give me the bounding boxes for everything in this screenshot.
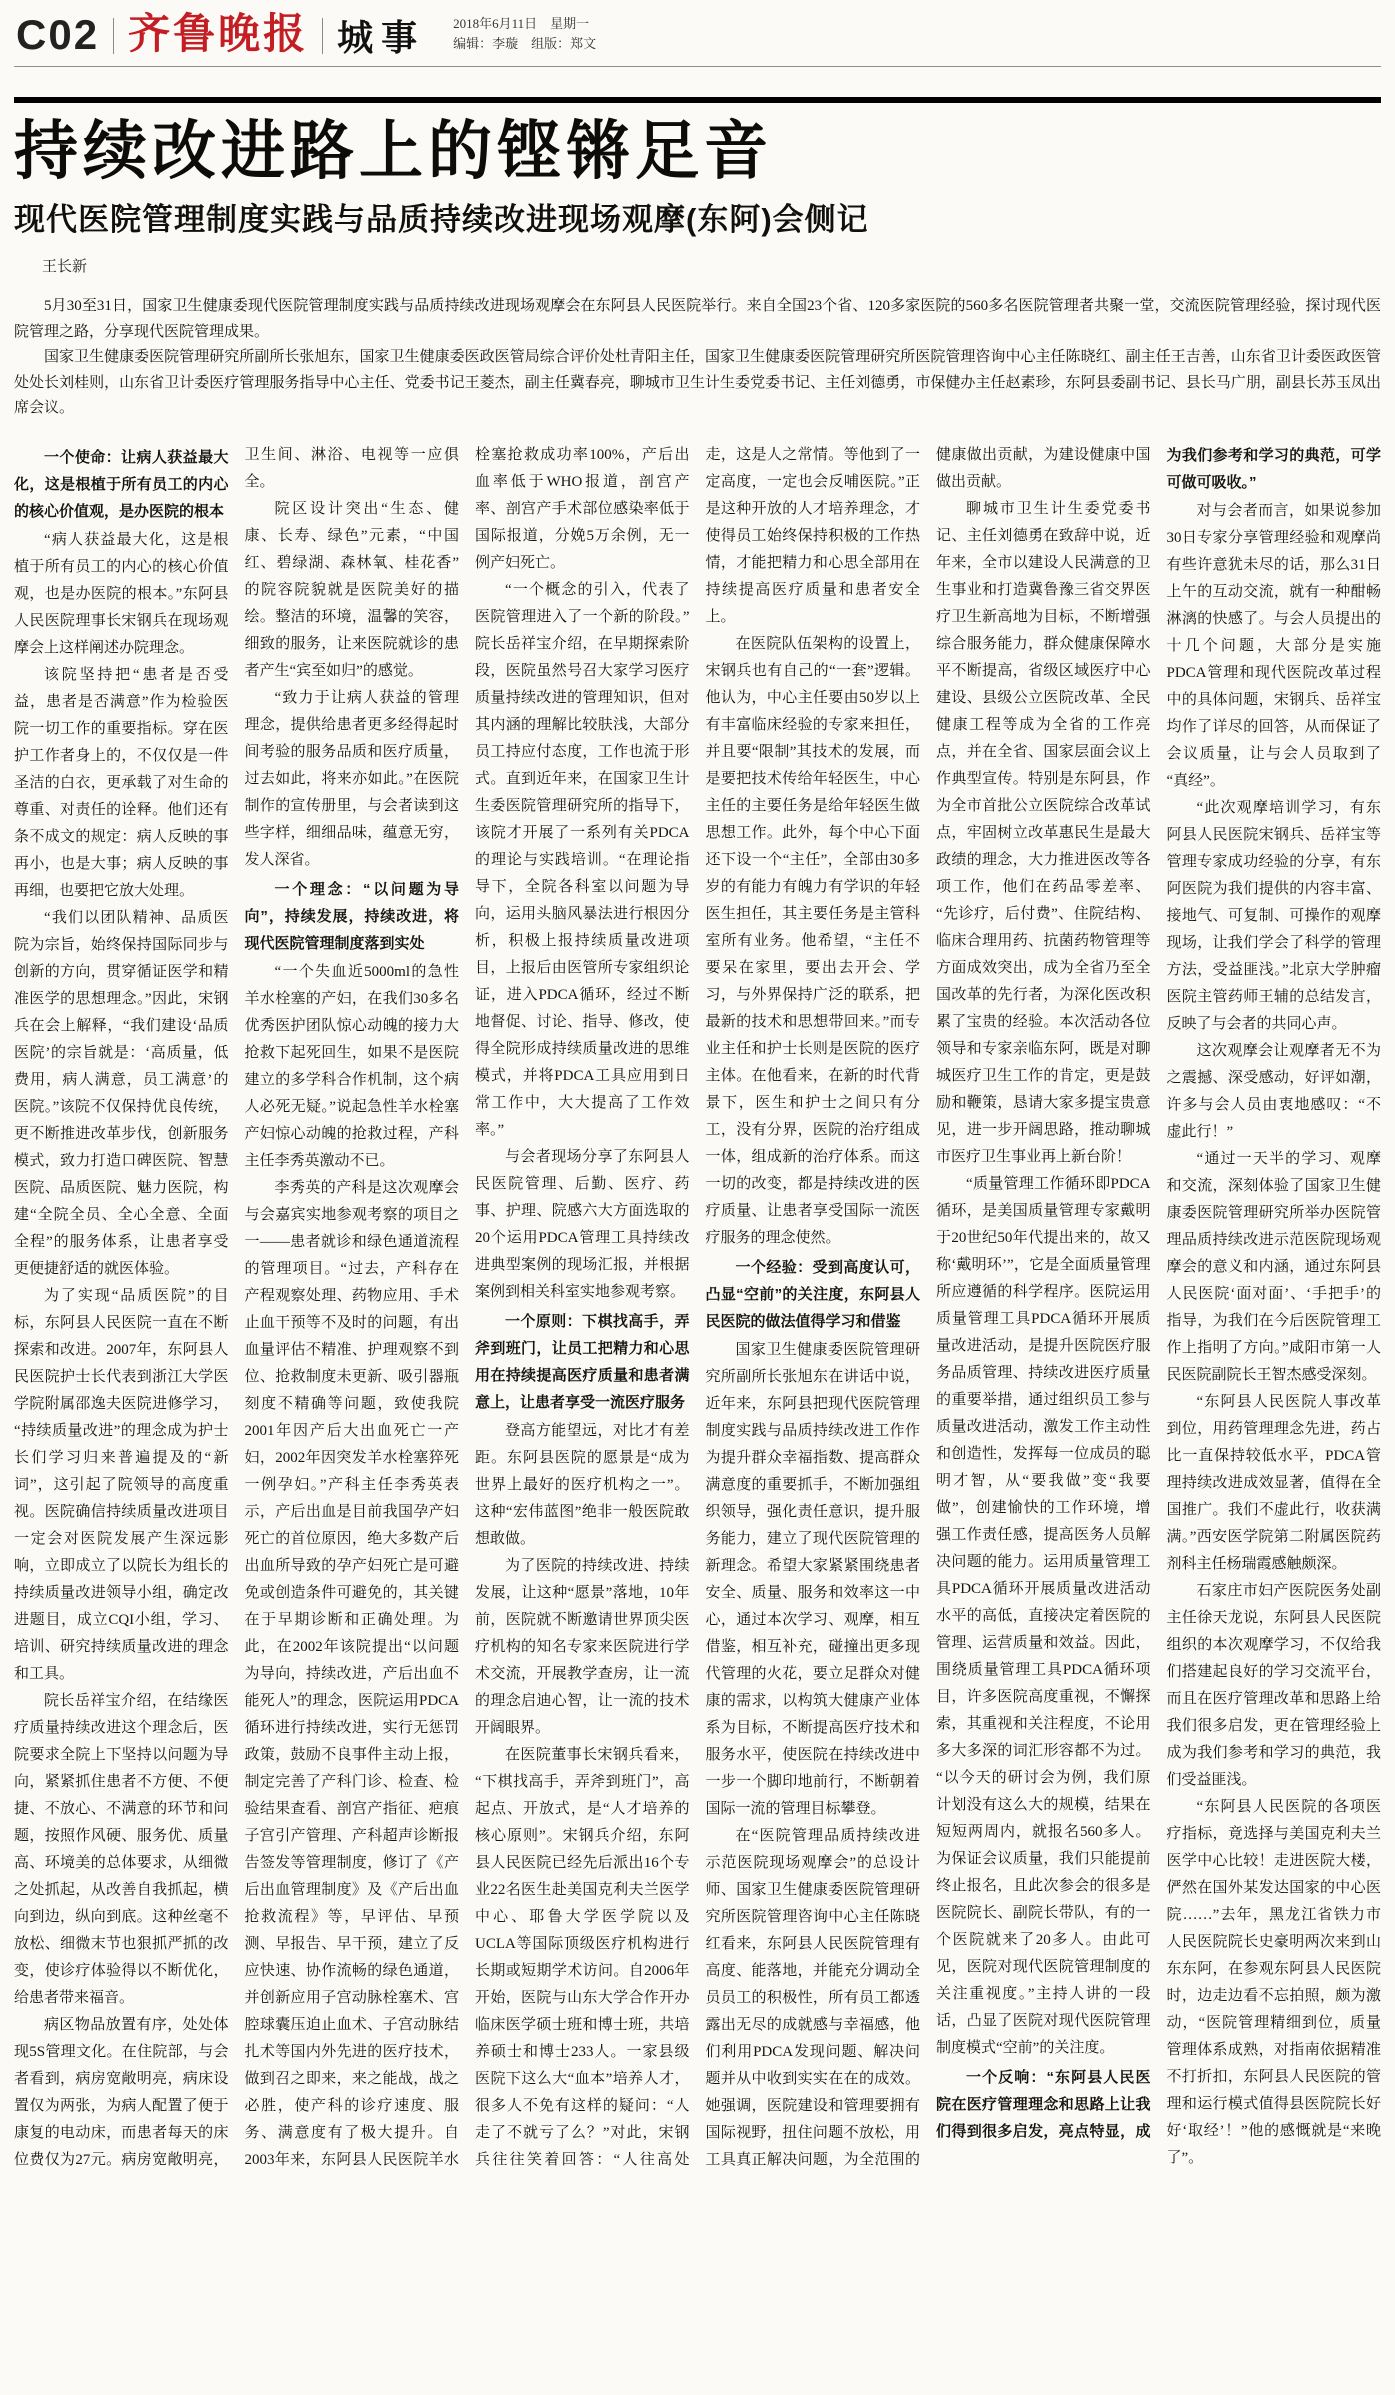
paper-logo: 齐鲁晚报 <box>128 12 309 59</box>
section-heading: 一个原则：下棋找高手，弄斧到班门，让员工把精力和心思用在持续提高医疗质量和患者满意上，让患者享受一流医疗服务 <box>475 1312 690 1411</box>
body-paragraph: 聊城市卫生计生委党委书记、主任刘德勇在致辞中说，近年来，全市以建设人民满意的卫生事业和打造冀鲁豫三省交界医疗卫生新高地为目标，不断增强综合服务能力，群众健康保障水平不断提高，省级区域医疗中心建设、县级公立医院改革、全民健康工程等成为全省的工作亮点，并在全省、国家层面会议上作典型宣传。特别是东阿县，作为全市首批公立医院综合改革试点，牢固树立改革惠民生是最大政绩的理念，大力推进医改等各项工作，他们在药品零差率、“先诊疗，后付费”、住院结构、临床合理用药、抗菌药物管理等方面成效突出，成为全省乃至全国改革的先行者，为深化医改积累了宝贵的经验。本次活动各位领导和专家亲临东阿，既是对聊城医疗卫生工作的肯定，更是鼓励和鞭策，恳请大家多提宝贵意见，进一步开阔思路，推动聊城市医疗卫生事业再上新台阶！ <box>936 500 1151 1165</box>
editor-line: 编辑：李璇 组版：郑文 <box>453 36 597 52</box>
date-block <box>453 14 596 56</box>
body-paragraph: 该院坚持把“患者是否受益，患者是否满意”作为检验医院一切工作的重要指标。穿在医护工作者身上的，不仅仅是一件圣洁的白衣，更承载了对生命的尊重、对责任的诠释。他们还有条不成文的规定：病人反映的事再小，也是大事；病人反映的事再细，也要把它放大处理。 <box>14 666 229 899</box>
body-paragraph: 李秀英的产科是这次观摩会与会嘉宾实地参观考察的项目之一——患者就诊和绿色通道流程的管理项目。“过去，产科存在产程观察处理、药物应用、手术止血干预等不及时的问题，有出血量评估不精准、护理观察不到位、抢救制度未更新、吸引器瓶刻度不精确等问题，致使我院2001年因产后大出血死亡一产妇，2002年因突发羊水栓塞猝死一例孕妇。”产科主任李秀英表示，产后出血是目前我国孕产妇死亡的首位原因，绝大多数产后出血所导致的孕产妇死亡是可避免或创造条件可避免的，其关键在于早期诊断和正确处理。为此，在2002年该院提出“以问题为导向，持续改进，产后出血不能死人”的理念，医院运用PDCA循环进行持续改进，实行无惩罚政策，鼓励不良事件主动上报，制定完善了产科门诊、检查、检验结果查看、剖宫产指征、疤痕子宫引产管理、产科超声诊断报告签发等管理制度，修订了《产后出血管理制度》及《产后出血抢救流程》等，早评估、早预测、早报告、早干预，建立了反应快速、协作流畅的绿色通道，并创新应用子宫动脉栓塞术、宫腔球囊压迫止血术、子宫动脉结扎术等国内外先进的医疗技术，做到召之即来，来之能战，战之必胜，使产科的诊疗速度、服务、满意度有了极大提升。自2003年来，东阿县人民医院羊水栓塞抢救成功率100%，产后出血率低于WHO报道，剖宫产率、剖宫产手术部位感染率低于国际报道，分娩5万余例，无一例产妇死亡。 <box>244 446 690 2168</box>
masthead-rule <box>14 66 1381 67</box>
body-paragraph: “我们以团队精神、品质医院为宗旨，始终保持国际同步与创新的方向，贯穿循证医学和精准医学的思想理念。”因此，宋钢兵在会上解释，“我们建设‘品质医院’的宗旨就是：‘高质量，低费用，病人满意，员工满意’的医院。”该院不仅保持优良传统，更不断推进改革步伐，创新服务模式，致力打造口碑医院、智慧医院、品质医院、魅力医院，构建“全院全员、全心全意、全面全程”的服务体系，让患者享受更便捷舒适的就医体验。 <box>14 909 229 1277</box>
masthead <box>14 8 1381 66</box>
lead-paragraph: 5月30至31日，国家卫生健康委现代医院管理制度实践与品质持续改进现场观摩会在东阿县人民医院举行。来自全国23个省、120多家医院的560多名医院管理者共聚一堂，交流医院管理经验，探讨现代医院管理之路，分享现代医院管理成果。 <box>14 298 1381 340</box>
article-subheadline: 现代医院管理制度实践与品质持续改进现场观摩(东阿)会侧记 <box>14 202 869 238</box>
body-paragraph: 对与会者而言，如果说参加30日专家分享管理经验和观摩尚有些许意犹未尽的话，那么31日上午的互动交流，就有一种酣畅淋漓的快感了。与会人员提出的十几个问题，大部分是实施PDCA管理和现代医院改革过程中的具体问题，宋钢兵、岳祥宝均作了详尽的回答，从而保证了会议质量，让与会人员取到了“真经”。 <box>1166 502 1381 789</box>
article-author: 王长新 <box>42 259 88 276</box>
body-paragraph: 在医院董事长宋钢兵看来，“下棋找高手，弄斧到班门”，高起点、开放式，是“人才培养的核心原则”。宋钢兵介绍，东阿县人民医院已经先后派出16个专业22名医生赴美国克利夫兰医学中心、耶鲁大学医学院以及UCLA等国际顶级医疗机构进行长期或短期学术访问。自2006年开始，医院与山东大学合作开办临床医学硕士班和博士班，共培养硕士和博士233人。一家县级医院下这么大“血本”培养人才，很多人不免有这样的疑问：“人走了不就亏了么？”对此，宋钢兵往往笑着回答：“人往高处走，这是人之常情。等他到了一定高度，一定也会反哺医院。”正是这种开放的人才培养理念，才使得员工始终保持积极的工作热情，才能把精力和心思全部用在持续提高医疗质量和患者安全上。 <box>475 446 920 2168</box>
section-heading: 一个使命：让病人获益最大化，这是根植于所有员工的内心的核心价值观，是办医院的根本 <box>14 448 229 520</box>
headline-rule <box>14 97 1381 103</box>
body-paragraph: 登高方能望远，对比才有差距。东阿县医院的愿景是“成为世界上最好的医疗机构之一”。这种“宏伟蓝图”绝非一般医院敢想敢做。 <box>475 1422 690 1547</box>
body-paragraph: “病人获益最大化，这是根植于所有员工的内心的核心价值观，也是办医院的根本。”东阿县人民医院理事长宋钢兵在现场观摩会上这样阐述办院理念。 <box>14 531 229 656</box>
body-paragraph: “一个概念的引入，代表了医院管理进入了一个新的阶段。”院长岳祥宝介绍，在早期探索阶段，医院虽然号召大家学习医疗质量持续改进的管理知识，但对其内涵的理解比较肤浅，大部分员工持应付态度，工作也流于形式。直到近年来，在国家卫生计生委医院管理研究所的指导下，该院才开展了一系列有关PDCA的理论与实践培训。“在理论指导下，全院各科室以问题为导向，运用头脑风暴法进行根因分析，积极上报持续质量改进项目，上报后由医管所专家组织论证，进入PDCA循环，经过不断地督促、讨论、指导、修改，使得全院形成持续质量改进的思维模式，并将PDCA工具应用到日常工作中，大大提高了工作效率。” <box>475 581 690 1138</box>
body-paragraph: 病区物品放置有序，处处体现5S管理文化。在住院部，与会者看到，病房宽敞明亮，病床设置仅为两张，为病人配置了便于康复的电动床，而患者每天的床位费仅为27元。病房宽敞明亮，卫生间、淋浴、电视等一应俱全。 <box>14 446 459 2168</box>
body-paragraph: 院长岳祥宝介绍，在结缘医疗质量持续改进这个理念后，医院要求全院上下坚持以问题为导向，紧紧抓住患者不方便、不便捷、不放心、不满意的环节和问题，按照作风硬、服务优、质量高、环境美的总体要求，从细微之处抓起，从改善自我抓起，横向到边，纵向到底。这种丝毫不放松、细微末节也狠抓严抓的改变，使诊疗体验得以不断优化，给患者带来福音。 <box>14 1692 229 2006</box>
body-paragraph: “一个失血近5000ml的急性羊水栓塞的产妇，在我们30多名优秀医护团队惊心动魄的接力大抢救下起死回生，如果不是医院建立的多学科合作机制，这个病人必死无疑。”说起急性羊水栓塞产妇惊心动魄的抢救过程，产科主任李秀英激动不已。 <box>244 963 459 1169</box>
body-paragraph: 国家卫生健康委医院管理研究所副所长张旭东在讲话中说，近年来，东阿县把现代医院管理制度实践与品质持续改进工作作为提升群众幸福指数、提高群众满意度的重要抓手，不断加强组织领导，强化责任意识，提升服务能力，建立了现代医院管理的新理念。希望大家紧紧围绕患者安全、质量、服务和效率这一中心，通过本次学习、观摩，相互借鉴，相互补充，碰撞出更多现代管理的火花，要立足群众对健康的需求，以构筑大健康产业体系为目标，不断提高医疗技术和服务水平，使医院在持续改进中一步一个脚印地前行，不断朝着国际一流的管理目标攀登。 <box>705 1341 920 1817</box>
masthead-divider <box>113 18 114 54</box>
body-paragraph: “东阿县人民医院人事改革到位，用药管理理念先进，药占比一直保持较低水平，PDCA管理持续改进成效显著，值得在全国推广。我们不虚此行，收获满满。”西安医学院第二附属医院药剂科主任杨瑞霞感触颇深。 <box>1166 1393 1381 1572</box>
body-paragraph: 石家庄市妇产医院医务处副主任徐天龙说，东阿县人民医院组织的本次观摩学习，不仅给我们搭建起良好的学习交流平台，而且在医疗管理改革和思路上给我们很多启发，更在管理经验上成为我们参考和学习的典范，我们受益匪浅。 <box>1166 1582 1381 1788</box>
body-paragraph: 在医院队伍架构的设置上，宋钢兵也有自己的“一套”逻辑。他认为，中心主任要由50岁以上有丰富临床经验的专家来担任，并且要“限制”其技术的发展，而是要把技术传给年轻医生，中心主任的主要任务是给年轻医生做思想工作。此外，每个中心下面还下设一个“主任”，全部由30多岁的有能力有魄力有学识的年轻医生担任，其主要任务是主管科室所有业务。他希望，“主任不要呆在家里，要出去开会、学习，与外界保持广泛的联系，把最新的技术和思想带回来。”而专业主任和护士长则是医院的医疗主体。在他看来，在新的时代背景下，医生和护士之间只有分工，没有分界，医院的治疗组成一体，组成新的治疗体系。而这一切的改变，都是持续改进的医疗质量、让患者享受国际一流医疗服务的理念使然。 <box>705 635 920 1246</box>
section-heading: 一个理念：“以问题为导向”，持续发展，持续改进，将现代医院管理制度落到实处 <box>244 880 459 952</box>
body-paragraph: 为了医院的持续改进、持续发展，让这种“愿景”落地，10年前，医院就不断邀请世界顶尖医疗机构的知名专家来医院进行学术交流，开展教学查房，让一流的理念启迪心智，让一流的技术开阔眼界。 <box>475 1557 690 1736</box>
section-name: 城事 <box>337 17 426 59</box>
body-paragraph: 这次观摩会让观摩者无不为之震撼、深受感动，好评如潮，许多与会人员由衷地感叹：“不虚此行！” <box>1166 1042 1381 1140</box>
section-heading: 一个反响：“东阿县人民医院在医疗管理理念和思路上让我们得到很多启发，亮点特显，成为我们参考和学习的典范，可学可做可吸收。” <box>936 446 1381 2140</box>
body-paragraph: “东阿县人民医院的各项医疗指标，竟选择与美国克利夫兰医学中心比较！走进医院大楼，俨然在国外某发达国家的中心医院……”去年，黑龙江省铁力市人民医院院长史豪明两次来到山东东阿，在参观东阿县人民医院时，边走边看不忘拍照，颇为激动，“医院管理精细到位，质量管理体系成熟，对指南依据精准不打折扣，东阿县人民医院的管理和运行模式值得县医院院长好好‘取经’！”他的感慨就是“来晚了”。 <box>1166 1798 1381 2166</box>
body-paragraph: 院区设计突出“生态、健康、长寿、绿色”元素，“中国红、碧绿湖、森林氧、桂花香”的院容院貌就是医院美好的描绘。整洁的环境，温馨的笑容，细致的服务，让来医院就诊的患者产生“宾至如归”的感觉。 <box>244 500 459 679</box>
body-paragraph: “此次观摩培训学习，有东阿县人民医院宋钢兵、岳祥宝等管理专家成功经验的分享，有东阿医院为我们提供的内容丰富、接地气、可复制、可操作的观摩现场，让我们学会了科学的管理方法，受益匪浅。”北京大学肿瘤医院主管药师王辅的总结发言，反映了与会者的共同心声。 <box>1166 799 1381 1032</box>
body-paragraph: 与会者现场分享了东阿县人民医院管理、后勤、医疗、药事、护理、院感六大方面选取的20个运用PDCA管理工具持续改进典型案例的现场汇报，并根据案例到相关科室实地参观考察。 <box>475 1148 690 1300</box>
page-code: C02 <box>16 11 100 59</box>
body-paragraph: “质量管理工作循环即PDCA循环，是美国质量管理专家戴明于20世纪50年代提出来的，故又称‘戴明环’”，它是全面质量管理所应遵循的科学程序。医院运用质量管理工具PDCA循环开展质量改进活动，是提升医院医疗服务品质管理、持续改进医疗质量的重要举措，通过组织员工参与质量改进活动，激发工作主动性和创造性，发挥每一位成员的聪明才智，从“要我做”变“我要做”，创建愉快的工作环境，增强工作责任感，提高医务人员解决问题的能力。运用质量管理工具PDCA循环开展质量改进活动水平的高低，直接决定着医院的管理、运营质量和效益。因此，围绕质量管理工具PDCA循环项目，许多医院高度重视，不懈探索，其重视和关注程度，不论用多大多深的词汇形容都不为过。“以今天的研讨会为例，我们原计划没有这么大的规模，结果在短短两周内，就报名560多人。为保证会议质量，我们只能提前终止报名，且此次参会的很多是医院院长、副院长带队，有的一个医院就来了20多人。由此可见，医院对现代医院管理制度的关注重视度。”主持人讲的一段话，凸显了医院对现代医院管理制度模式“空前”的关注度。 <box>936 1175 1151 2056</box>
article-headline: 持续改进路上的铿锵足音 <box>14 115 773 188</box>
lead-paragraphs <box>14 294 1381 422</box>
date-line: 2018年6月11日 星期一 <box>453 16 590 31</box>
body-paragraph: 为了实现“品质医院”的目标，东阿县人民医院一直在不断探索和改进。2007年，东阿县人民医院护士长代表到浙江大学医学院附属邵逸夫医院进修学习，“持续质量改进”的理念成为护士长们学习归来普遍提及的“新词”，这引起了院领导的高度重视。医院确信持续质量改进项目一定会对医院发展产生深远影响，立即成立了以院长为组长的持续质量改进领导小组，确定改进题目，成立CQI小组，学习、培训、研究持续质量改进的理念和工具。 <box>14 1287 229 1682</box>
section-heading: 一个经验：受到高度认可，凸显“空前”的关注度，东阿县人民医院的做法值得学习和借鉴 <box>705 1258 920 1330</box>
lead-paragraph: 国家卫生健康委医院管理研究所副所长张旭东，国家卫生健康委医政医管局综合评价处杜青阳主任，国家卫生健康委医院管理研究所医院管理咨询中心主任陈晓红、副主任王吉善，山东省卫计委医政医管处处长刘桂则，山东省卫计委医疗管理服务指导中心主任、党委书记王菱杰，副主任冀春亮，聊城市卫生计生委党委书记、主任刘德勇，市保健办主任赵素珍，东阿县委副书记、县长马广朋，副县长苏玉凤出席会议。 <box>14 349 1381 417</box>
masthead-divider <box>322 18 323 54</box>
body-paragraph: 在“医院管理品质持续改进示范医院现场观摩会”的总设计师、国家卫生健康委医院管理研究所医院管理咨询中心主任陈晓红看来，东阿县人民医院管理有高度、能落地，并能充分调动全员员工的积极性，所有员工都透露出无尽的成就感与幸福感，他们利用PDCA发现问题、解决问题并从中收到实实在在的成效。她强调，医院建设和管理要拥有国际视野，扭住问题不放松，用工具真正解决问题，为全范围的健康做出贡献，为建设健康中国做出贡献。 <box>705 446 1151 2168</box>
article-columns <box>14 442 1381 2174</box>
body-paragraph: “致力于让病人获益的管理理念，提供给患者更多经得起时间考验的服务品质和医疗质量，过去如此，将来亦如此。”在医院制作的宣传册里，与会者读到这些字样，细细品味，蕴意无穷，发人深省。 <box>244 689 459 868</box>
body-paragraph: “通过一天半的学习、观摩和交流，深刻体验了国家卫生健康委医院管理研究所举办医院管理品质持续改进示范医院现场观摩会的意义和内涵，通过东阿县人民医院‘面对面’、‘手把手’的指导，为我们在今后医院管理工作上指明了方向。”咸阳市第一人民医院副院长王智杰感受深刻。 <box>1166 1150 1381 1383</box>
